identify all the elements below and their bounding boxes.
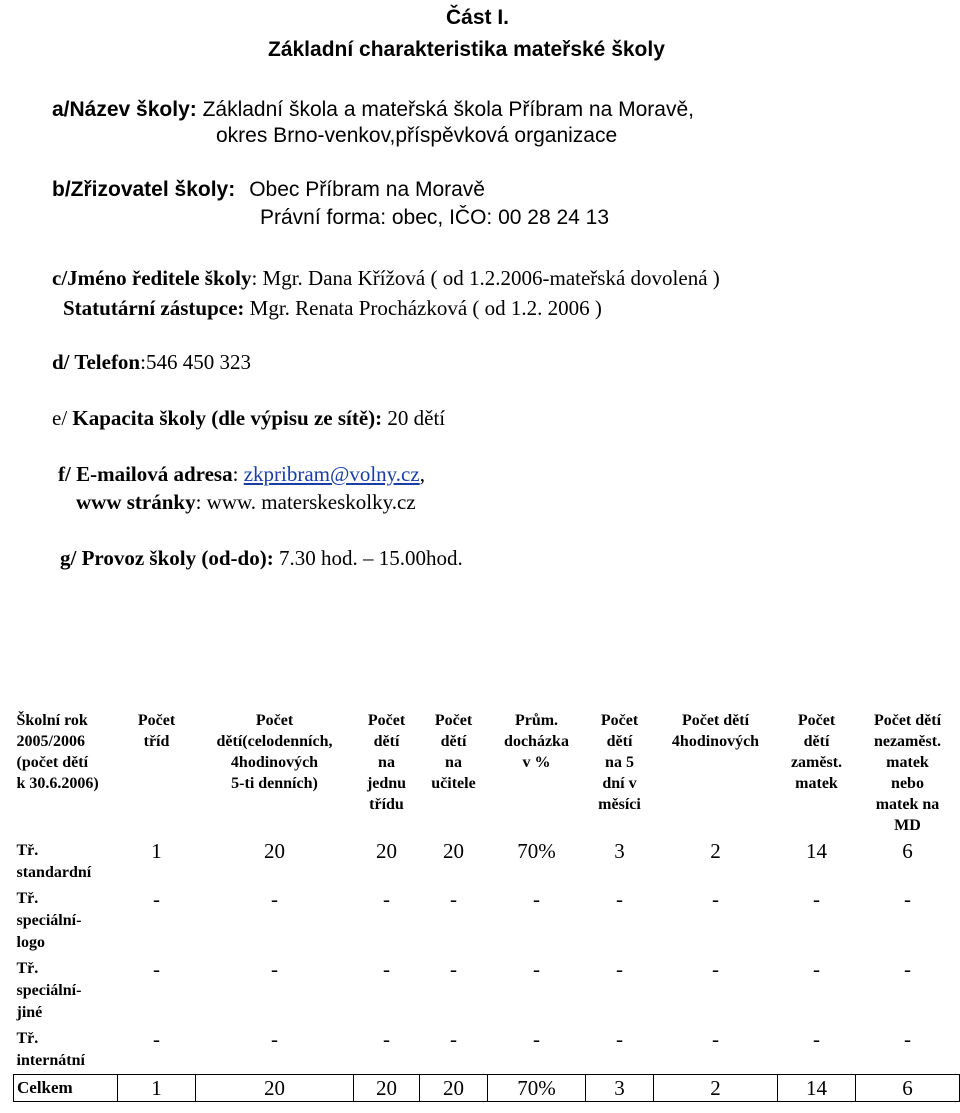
email-link[interactable]: zkpribram@volny.cz	[243, 462, 420, 486]
director-line	[52, 266, 720, 291]
row-label-special-other: Tř. speciální- jiné	[16, 960, 82, 1021]
director-label: c/Jméno ředitele školy	[52, 266, 252, 290]
founder-value: Obec Příbram na Moravě	[249, 178, 485, 201]
table-cell: 70%	[488, 1075, 586, 1102]
email-label: f/ E-mailová adresa	[58, 462, 233, 486]
table-cell: -	[533, 887, 540, 911]
table-cell: 14	[778, 1075, 856, 1102]
part-heading: Část I.	[446, 6, 510, 29]
row-label-boarding: Tř. internátní	[16, 1030, 85, 1069]
table-cell: 20	[264, 839, 285, 863]
table-cell: -	[450, 957, 457, 981]
table-cell: 20	[354, 1075, 420, 1102]
table-cell: -	[533, 1027, 540, 1051]
table-cell: 1	[118, 1075, 196, 1102]
table-cell: -	[450, 1027, 457, 1051]
table-row	[14, 838, 960, 886]
row-label-speech: Tř. speciální- logo	[16, 890, 82, 951]
header-children-per-teacher: Počet dětí na učitele	[431, 712, 476, 792]
table-cell: 6	[902, 839, 913, 863]
header-children-count: Počet dětí(celodenních, 4hodinových 5-ti denních)	[216, 712, 333, 792]
table-cell: -	[153, 1027, 160, 1051]
table-cell: -	[271, 887, 278, 911]
phone-line	[52, 350, 251, 375]
table-cell: 2	[710, 839, 721, 863]
table-cell: -	[383, 957, 390, 981]
capacity-prefix: e/	[52, 406, 73, 430]
table-cell: -	[813, 1027, 820, 1051]
table-cell: -	[153, 957, 160, 981]
deputy-value: Mgr. Renata Procházková ( od 1.2. 2006 )	[244, 296, 602, 320]
header-four-hour-children: Počet dětí 4hodinových	[671, 712, 760, 750]
table-cell: -	[712, 1027, 719, 1051]
website-label: www stránky	[76, 490, 196, 514]
school-name-label: a/Název školy:	[52, 98, 197, 121]
table-cell: 6	[856, 1075, 960, 1102]
table-cell: -	[813, 957, 820, 981]
table-cell: 20	[196, 1075, 354, 1102]
table-cell: -	[383, 887, 390, 911]
document-title: Základní charakteristika mateřské školy	[268, 38, 665, 61]
school-name-line	[52, 98, 694, 122]
table-cell: -	[616, 957, 623, 981]
table-cell: -	[383, 1027, 390, 1051]
table-row	[14, 886, 960, 956]
director-value: : Mgr. Dana Křížová ( od 1.2.2006-mateřská dovolená )	[251, 266, 720, 290]
table-row	[14, 956, 960, 1026]
header-five-day-children: Počet dětí na 5 dní v měsíci	[598, 712, 641, 813]
table-cell: 70%	[517, 839, 556, 863]
phone-value: :546 450 323	[140, 350, 251, 374]
table-cell: -	[153, 887, 160, 911]
table-cell: 3	[586, 1075, 654, 1102]
hours-label: g/ Provoz školy (od-do):	[60, 546, 274, 570]
deputy-label: Statutární zástupce:	[63, 296, 245, 320]
capacity-value: 20 dětí	[382, 406, 446, 430]
hours-line	[60, 546, 463, 571]
table-cell: 2	[654, 1075, 778, 1102]
legal-form: Právní forma: obec, IČO: 00 28 24 13	[260, 206, 610, 229]
school-name-value: Základní škola a mateřská škola Příbram na Moravě,	[196, 98, 694, 121]
header-employed-mothers: Počet dětí zaměst. matek	[790, 712, 843, 792]
website-line	[76, 490, 416, 515]
table-total-row	[14, 1075, 960, 1102]
table-cell: -	[904, 1027, 911, 1051]
table-cell: 14	[806, 839, 827, 863]
table-cell: 20	[376, 839, 397, 863]
email-line	[58, 462, 425, 487]
table-cell: -	[450, 887, 457, 911]
header-unemployed-mothers: Počet dětí nezaměst. matek nebo matek na MD	[873, 712, 942, 834]
website-value: : www. materskeskolky.cz	[195, 490, 416, 514]
table-cell: -	[712, 887, 719, 911]
phone-label: d/ Telefon	[52, 350, 141, 374]
founder-label: b/Zřizovatel školy:	[52, 178, 236, 201]
statistics-table	[13, 708, 960, 1102]
email-colon: :	[232, 462, 244, 486]
table-cell: 1	[151, 839, 162, 863]
table-cell: -	[533, 957, 540, 981]
table-cell: 20	[443, 839, 464, 863]
table-cell: -	[271, 1027, 278, 1051]
table-row	[14, 1026, 960, 1075]
header-attendance: Prům. docházka v %	[504, 712, 569, 771]
capacity-label: Kapacita školy (dle výpisu ze sítě):	[72, 406, 383, 430]
row-label-total: Celkem	[14, 1075, 118, 1102]
header-school-year: Školní rok 2005/2006 (počet dětí k 30.6.2006)	[16, 712, 99, 792]
table-cell: 3	[614, 839, 625, 863]
table-header-row	[14, 708, 960, 838]
table-cell: -	[712, 957, 719, 981]
founder-line	[52, 178, 485, 202]
table-cell: -	[271, 957, 278, 981]
deputy-line	[63, 296, 602, 321]
table-cell: -	[904, 957, 911, 981]
row-label-standard: Tř. standardní	[16, 842, 92, 881]
email-comma: ,	[419, 462, 425, 486]
table-cell: -	[616, 1027, 623, 1051]
header-children-per-class: Počet dětí na jednu třídu	[366, 712, 407, 813]
capacity-line	[52, 406, 445, 431]
table-cell: -	[904, 887, 911, 911]
table-cell: -	[813, 887, 820, 911]
header-class-count: Počet tříd	[137, 712, 176, 750]
table-cell: -	[616, 887, 623, 911]
table-cell: 20	[420, 1075, 488, 1102]
hours-value: 7.30 hod. – 15.00hod.	[273, 546, 463, 570]
school-name-line2: okres Brno-venkov,příspěvková organizace	[216, 124, 618, 147]
